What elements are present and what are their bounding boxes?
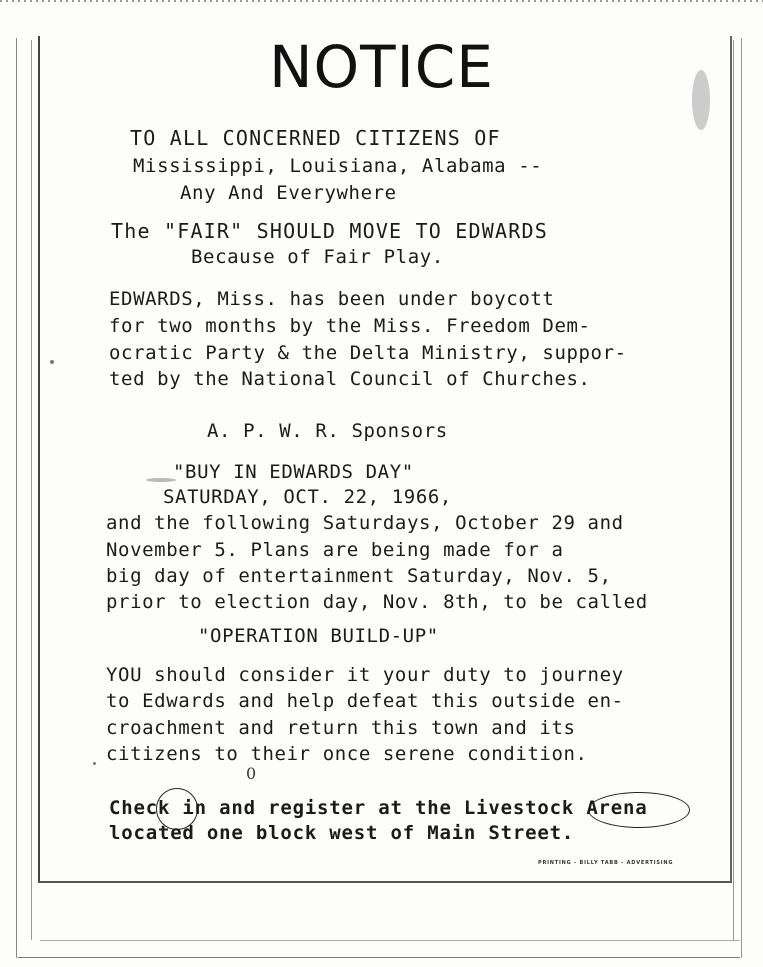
margin-line-left (31, 40, 32, 940)
heading-line: Mississippi, Louisiana, Alabama -- (133, 155, 543, 177)
handdrawn-circle-in (156, 788, 198, 830)
bottom-rule (40, 940, 740, 941)
body-line: YOU should consider it your duty to journey (106, 664, 624, 686)
scan-noise (50, 360, 54, 364)
closing-line: located one block west of Main Street. (109, 822, 575, 844)
bottom-edge (18, 957, 740, 958)
scan-noise (146, 478, 176, 482)
printer-credit: PRINTING - BILLY TABB - ADVERTISING (538, 860, 674, 866)
closing-line: Check in and register at the Livestock Arena (109, 797, 648, 819)
handwritten-mark: 0 (246, 764, 257, 783)
body-line: big day of entertainment Saturday, Nov. 5, (106, 565, 612, 587)
operation-line: "OPERATION BUILD-UP" (198, 625, 439, 647)
event-date-line: SATURDAY, OCT. 22, 1966, (163, 486, 452, 508)
margin-line-right (733, 40, 734, 940)
body-line: prior to election day, Nov. 8th, to be called (106, 591, 648, 613)
body-line: November 5. Plans are being made for a (106, 539, 564, 561)
subheading-line: Because of Fair Play. (191, 246, 444, 268)
scan-noise (93, 762, 96, 765)
heading-line: Any And Everywhere (180, 182, 397, 204)
body-line: for two months by the Miss. Freedom Dem- (109, 315, 591, 337)
body-line: croachment and return this town and its (106, 717, 576, 739)
top-dotted-edge (0, 0, 763, 2)
body-line: and the following Saturdays, October 29 and (106, 512, 624, 534)
body-line: to Edwards and help defeat this outside en- (106, 690, 624, 712)
handdrawn-circle-arena (588, 792, 690, 828)
body-line: ocratic Party & the Delta Ministry, suppor- (109, 342, 627, 364)
body-line: ted by the National Council of Churches. (109, 368, 591, 390)
body-line: EDWARDS, Miss. has been under boycott (109, 288, 555, 310)
event-name-line: "BUY IN EDWARDS DAY" (173, 461, 414, 483)
sponsor-line: A. P. W. R. Sponsors (207, 420, 448, 442)
body-line: citizens to their once serene condition. (106, 743, 588, 765)
heading-line: TO ALL CONCERNED CITIZENS OF (130, 126, 501, 150)
notice-title: NOTICE (269, 33, 494, 101)
subheading-line: The "FAIR" SHOULD MOVE TO EDWARDS (111, 219, 548, 243)
